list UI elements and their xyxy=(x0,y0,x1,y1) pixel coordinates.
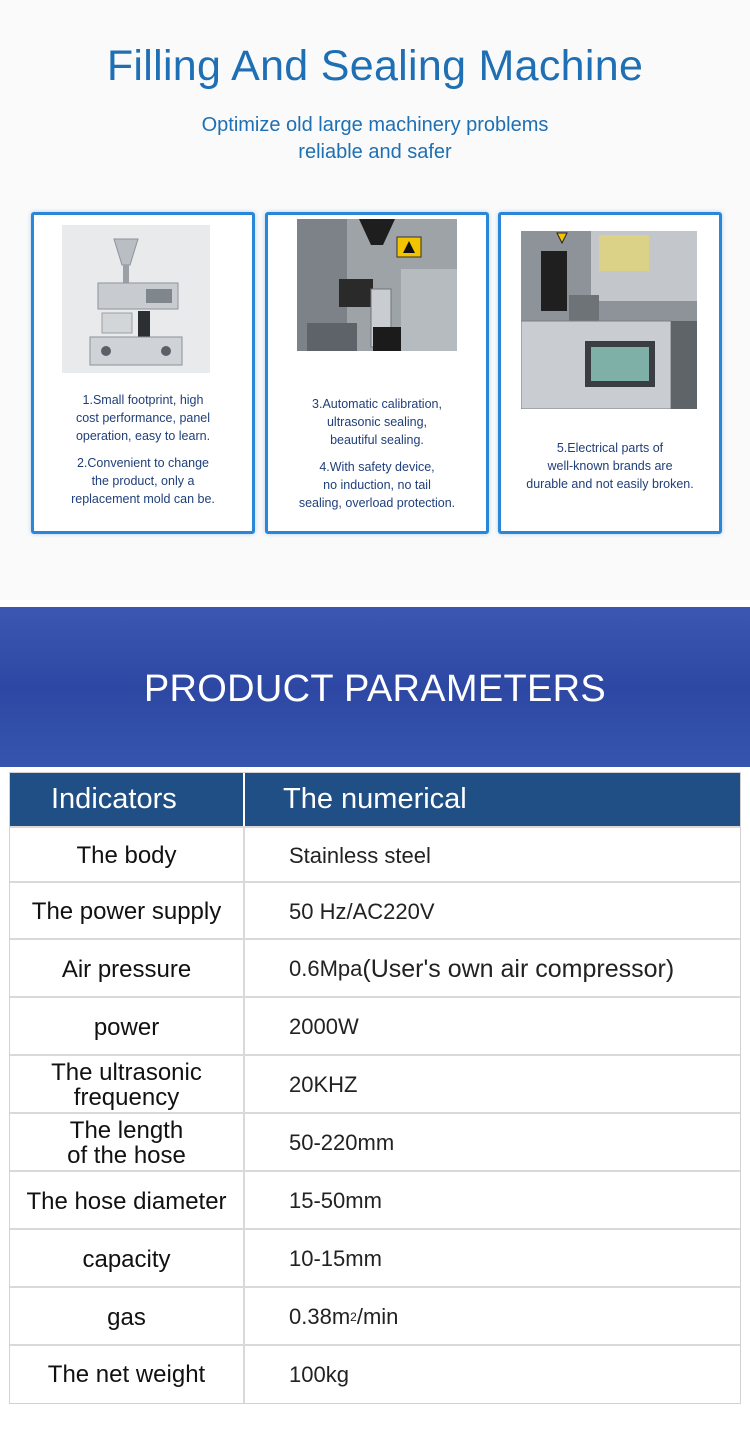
subtitle-line: reliable and safer xyxy=(298,141,452,163)
parameters-table xyxy=(9,772,741,1404)
indicator-line: The length xyxy=(69,1117,184,1144)
value-cell: 50-220mm xyxy=(289,1130,395,1155)
table-row xyxy=(10,1112,740,1172)
indicator-line: of the hose xyxy=(67,1142,186,1169)
table-row xyxy=(10,1286,740,1346)
indicator-cell: The body xyxy=(76,842,177,869)
indicator-cell: power xyxy=(93,1013,160,1041)
feature-line: the product, only a xyxy=(91,474,195,488)
feature-line: 2.Convenient to change xyxy=(76,456,210,470)
machine-photo xyxy=(297,219,457,351)
feature-line: well-known brands are xyxy=(547,459,673,473)
column-header-indicators: Indicators xyxy=(51,783,177,815)
table-row xyxy=(10,826,740,883)
page-subtitle xyxy=(0,112,750,166)
feature-line: 3.Automatic calibration, xyxy=(312,397,442,411)
feature-text xyxy=(274,395,480,521)
value-cell: 20KHZ xyxy=(289,1072,358,1097)
indicator-line: frequency xyxy=(73,1084,180,1111)
parameters-title: PRODUCT PARAMETERS xyxy=(143,668,607,710)
table-row xyxy=(10,1228,740,1288)
machine-photo xyxy=(62,225,210,373)
indicator-cell: The hose diameter xyxy=(26,1187,227,1215)
indicator-cell: Air pressure xyxy=(61,955,192,983)
page-footer-space xyxy=(0,1404,750,1443)
feature-line: 1.Small footprint, high xyxy=(82,393,204,407)
table-row xyxy=(10,881,740,940)
value-unit: /min xyxy=(356,1304,399,1329)
indicator-cell: capacity xyxy=(82,1245,171,1273)
feature-line: beautiful sealing. xyxy=(330,433,424,447)
subtitle-line: Optimize old large machinery problems xyxy=(201,114,549,136)
value-cell: 2000W xyxy=(289,1014,359,1039)
feature-card-1 xyxy=(31,212,255,534)
page-title: Filling And Sealing Machine xyxy=(106,42,644,90)
value-cell: 100kg xyxy=(289,1361,349,1387)
feature-line: operation, easy to learn. xyxy=(75,429,211,443)
column-header-numerical: The numerical xyxy=(283,783,467,815)
table-row xyxy=(10,1344,740,1403)
feature-line: cost performance, panel xyxy=(75,411,211,425)
feature-line: sealing, overload protection. xyxy=(298,496,456,510)
feature-text xyxy=(40,391,246,517)
value-text: 0.6Mpa xyxy=(289,956,363,981)
feature-card-3 xyxy=(498,212,722,534)
indicator-cell: The net weight xyxy=(47,1361,206,1388)
table-row xyxy=(10,996,740,1056)
value-cell xyxy=(289,1288,398,1346)
value-superscript: 2 xyxy=(350,1310,357,1324)
feature-line: ultrasonic sealing, xyxy=(326,415,428,429)
indicator-line: The ultrasonic xyxy=(51,1059,202,1086)
indicator-cell: The power supply xyxy=(31,898,222,925)
feature-line: durable and not easily broken. xyxy=(526,477,694,491)
header-divider xyxy=(243,773,245,826)
indicator-cell xyxy=(10,1114,243,1172)
feature-line: 4.With safety device, xyxy=(319,460,435,474)
feature-line: replacement mold can be. xyxy=(71,492,215,506)
feature-line: 5.Electrical parts of xyxy=(556,441,664,455)
value-cell: 15-50mm xyxy=(289,1188,382,1213)
value-cell: 50 Hz/AC220V xyxy=(289,898,435,924)
value-cell xyxy=(289,940,674,998)
indicator-cell: gas xyxy=(107,1303,146,1331)
value-cell: Stainless steel xyxy=(289,842,431,868)
table-row xyxy=(10,1170,740,1230)
value-note: (User's own air compressor) xyxy=(362,954,675,983)
value-text: 0.38m xyxy=(289,1304,351,1329)
table-header xyxy=(10,773,740,826)
value-cell: 10-15mm xyxy=(289,1246,382,1271)
table-row xyxy=(10,1054,740,1114)
feature-card-2 xyxy=(265,212,489,534)
indicator-cell xyxy=(10,1056,243,1114)
machine-photo xyxy=(521,231,697,409)
feature-line: no induction, no tail xyxy=(323,478,431,492)
table-row xyxy=(10,938,740,998)
feature-text xyxy=(507,439,713,502)
